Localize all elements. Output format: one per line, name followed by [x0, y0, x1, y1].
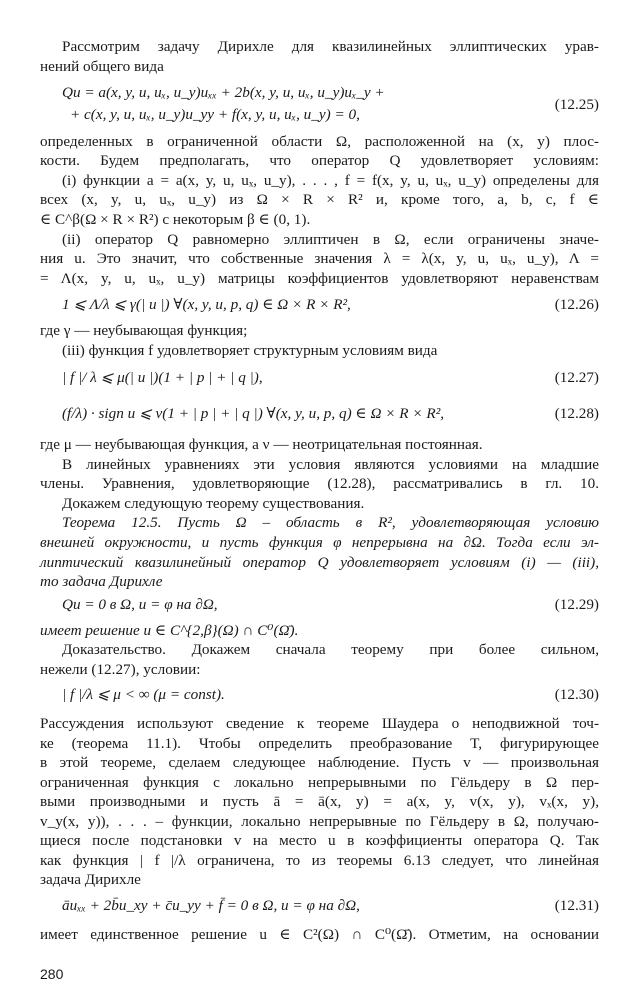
text-line: Рассмотрим задачу Дирихле для квазилинейных эллиптических урав- [62, 38, 599, 55]
text-line: члены. Уравнения, удовлетворяющие (12.28), рассматривались в гл. 10. [40, 475, 599, 492]
text-line: как функция | f |/λ ограничена, то из теоремы 6.13 следует, что линейная [40, 852, 599, 869]
text-line: выми производными и пусть ā = ā(x, y) = a(x, y, v(x, y), vₓ(x, y), [40, 793, 599, 810]
equation-number: (12.30) [554, 686, 599, 703]
equation-line: āuₓₓ + 2b̄u_xy + c̄u_yy + f̄ = 0 в Ω, u = φ на ∂Ω, [62, 897, 360, 914]
text-line: (i) функции a = a(x, y, u, uₓ, u_y), . . . , f = f(x, y, u, uₓ, u_y) определены для [62, 172, 599, 189]
equation-number: (12.27) [554, 369, 599, 386]
text-line: ∈ C^β(Ω × R × R²) с некоторым β ∈ (0, 1). [40, 211, 311, 228]
page-number: 280 [40, 966, 64, 982]
equation-line: (f/λ) · sign u ⩽ ν(1 + | p | + | q |) ∀(x, y, u, p, q) ∈ Ω × R × R², [62, 405, 445, 422]
text-line: в этой теореме, сделаем следующее наблюдение. Пусть v — произвольная [40, 754, 599, 771]
text-line: имеет единственное решение u ∈ C²(Ω) ∩ C⁰(Ω̄). Отметим, на основании [40, 926, 599, 943]
text-line: ограниченная функция с локально непрерывными по Гёльдеру в Ω пер- [40, 774, 599, 791]
equation-line: Qu = a(x, y, u, uₓ, u_y)uₓₓ + 2b(x, y, u, uₓ, u_y)uₓ_y + [62, 84, 385, 101]
text-line: = Λ(x, y, u, uₓ, u_y) матрицы коэффициентов удовлетворяют неравенствам [40, 270, 599, 287]
equation-number: (12.25) [554, 96, 599, 113]
theorem-line: внешней окружности, и пусть функция φ непрерывна на ∂Ω. Тогда если эл- [40, 534, 599, 551]
text-line: В линейных уравнениях эти условия являются условиями на младшие [62, 456, 599, 473]
text-line: Рассуждения используют сведение к теореме Шаудера о неподвижной точ- [40, 715, 599, 732]
theorem-line: имеет решение u ∈ C^{2,β}(Ω) ∩ C⁰(Ω̄). [40, 622, 299, 639]
text-line: Доказательство. Докажем сначала теорему при более сильном, [62, 641, 599, 658]
text-line: (ii) оператор Q равномерно эллиптичен в Ω, если ограничены значе- [62, 231, 599, 248]
text-line: где μ — неубывающая функция, а ν — неотрицательная постоянная. [40, 436, 483, 453]
equation-line: + c(x, y, u, uₓ, u_y)u_yy + f(x, y, u, uₓ, u_y) = 0, [70, 106, 360, 123]
text-line: определенных в ограниченной области Ω, расположенной на (x, y) плос- [40, 133, 599, 150]
text-line: Докажем следующую теорему существования. [62, 495, 365, 512]
text-line: задача Дирихле [40, 871, 141, 888]
theorem-line: липтический квазилинейный оператор Q удовлетворяет условиям (i) — (iii), [40, 554, 599, 571]
text-line: всех (x, y, u, uₓ, u_y) из Ω × R × R² и, кроме того, a, b, c, f ∈ [40, 191, 599, 208]
equation-line: | f |/ λ ⩽ μ(| u |)(1 + | p | + | q |), [62, 369, 263, 386]
equation-line: Qu = 0 в Ω, u = φ на ∂Ω, [62, 596, 218, 613]
text-line: нежели (12.27), условии: [40, 661, 201, 678]
theorem-line: Теорема 12.5. Пусть Ω – область в R², удовлетворяющая условию [62, 514, 599, 531]
text-line: (iii) функция f удовлетворяет структурным условиям вида [62, 342, 438, 359]
text-line: ке (теорема 11.1). Чтобы определить преобразование T, фигурирующее [40, 735, 599, 752]
text-line: где γ — неубывающая функция; [40, 322, 248, 339]
text-line: v_y(x, y)), . . . – функции, локально непрерывные по Гёльдеру в Ω, получаю- [40, 813, 599, 830]
equation-line: 1 ⩽ Λ/λ ⩽ γ(| u |) ∀(x, y, u, p, q) ∈ Ω × R × R², [62, 296, 351, 313]
text-line: щиеся после подстановки v на место u в коэффициенты оператора Q. Так [40, 832, 599, 849]
equation-number: (12.26) [554, 296, 599, 313]
text-line: ния u. Это значит, что собственные значения λ = λ(x, y, u, uₓ, u_y), Λ = [40, 250, 599, 267]
equation-line: | f |/λ ⩽ μ < ∞ (μ = const). [62, 686, 225, 703]
text-line: кости. Будем предполагать, что оператор Q удовлетворяет условиям: [40, 152, 599, 169]
theorem-line: то задача Дирихле [40, 573, 163, 590]
text-line: нений общего вида [40, 58, 164, 75]
equation-number: (12.31) [554, 897, 599, 914]
equation-number: (12.28) [554, 405, 599, 422]
equation-number: (12.29) [554, 596, 599, 613]
